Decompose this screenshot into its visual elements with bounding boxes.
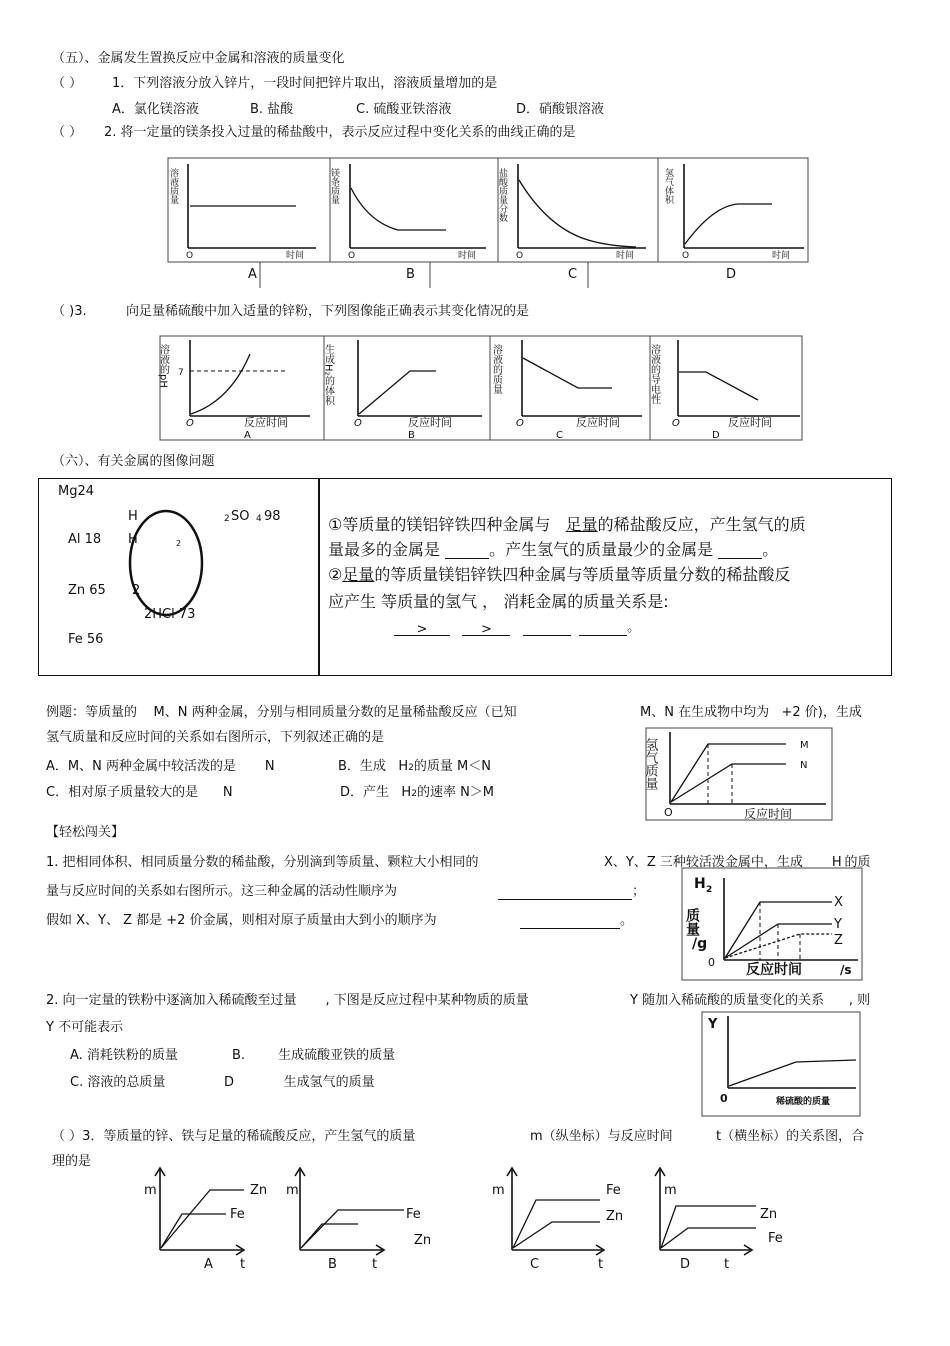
q2-stem: 2. 将一定量的镁条投入过量的稀盐酸中，表示反应过程中变化关系的曲线正确的是 — [104, 125, 576, 140]
easy-q1-line3: 假如 X、Y、 Z 都是 +2 价金属，则相对原子质量由大到小的顺序为 — [46, 913, 437, 928]
q3-paren: （ )3. — [52, 304, 87, 319]
easy-q2-option-d: D 生成氢气的质量 — [224, 1075, 375, 1090]
q2-graph-d — [663, 164, 804, 282]
blank-most-h2[interactable] — [445, 546, 489, 559]
easy-q3-graphs — [140, 1160, 800, 1276]
svg-text:O: O — [516, 251, 524, 261]
svg-text:Fe: Fe — [606, 1183, 621, 1198]
hcl-label: 2HCl 73 — [144, 607, 196, 622]
q6-line2: 量最多的金属是 。产生氢气的质量最少的金属是 。 — [328, 540, 779, 559]
svg-text:H: H — [694, 876, 706, 892]
al-label: Al 18 — [68, 532, 102, 547]
blank-order-3[interactable] — [523, 623, 571, 636]
easy-q3-line1-right: t（横坐标）的关系图，合 — [716, 1129, 865, 1144]
easy-q3-line2: 理的是 — [52, 1154, 92, 1169]
q3-graphs — [157, 336, 810, 442]
svg-text:时间: 时间 — [616, 251, 635, 261]
svg-text:时间: 时间 — [458, 251, 477, 261]
svg-text:D: D — [726, 267, 737, 282]
easy-q1-blank2-wrap: 。 — [520, 914, 633, 929]
q3-graph-d — [649, 340, 801, 441]
svg-text:A: A — [204, 1257, 213, 1272]
svg-text:B: B — [406, 267, 415, 282]
svg-text:t: t — [724, 1257, 730, 1272]
svg-text:/g: /g — [692, 936, 708, 952]
q1-option-a: A．氯化镁溶液 — [112, 102, 199, 117]
svg-text:O: O — [186, 418, 194, 429]
easy-q2-line1: 2. 向一定量的铁粉中逐滴加入稀硫酸至过量 , 下图是反应过程中某种物质的质量 — [46, 993, 529, 1008]
so4-num: 98 — [264, 509, 281, 524]
svg-text:反应时间: 反应时间 — [744, 807, 793, 821]
svg-text:Fe: Fe — [406, 1207, 421, 1222]
easy-q2-option-b: B. 生成硫酸亚铁的质量 — [232, 1048, 396, 1063]
q1-option-b: B. 盐酸 — [250, 102, 294, 117]
blank-order-4[interactable] — [579, 623, 627, 636]
mg-label: Mg24 — [58, 484, 95, 499]
svg-text:C: C — [530, 1257, 540, 1272]
svg-text:Zn: Zn — [250, 1183, 268, 1198]
svg-text:Fe: Fe — [230, 1207, 245, 1222]
q3-graph-c — [491, 340, 643, 441]
easy-q3-line1-mid: m（纵坐标）与反应时间 — [530, 1129, 673, 1144]
blank-order-2[interactable]: > — [462, 623, 510, 636]
example-graph-ylabel: 氢气质量 — [642, 738, 658, 790]
easy-q1-blank1-wrap: ； — [498, 885, 645, 900]
easy-q3-graph-d — [655, 1168, 783, 1272]
easy-q2-option-c: C. 溶液的总质量 — [70, 1075, 166, 1090]
svg-text:O: O — [516, 418, 524, 429]
svg-text:A: A — [244, 430, 251, 441]
h2-subscript: 2 — [176, 539, 182, 548]
svg-text:O: O — [186, 251, 194, 261]
svg-text:O: O — [354, 418, 362, 429]
example-option-a: A．M、N 两种金属中较活泼的是 N — [46, 759, 275, 774]
svg-text:m: m — [492, 1183, 505, 1198]
example-option-d: D．产生 H2的速率 N＞M — [340, 785, 495, 800]
q2-graph-b — [329, 164, 486, 282]
svg-text:Zn: Zn — [414, 1233, 432, 1248]
svg-text:反应时间: 反应时间 — [576, 416, 620, 429]
q3-graph-a — [158, 340, 311, 441]
easy-q2-graph — [702, 1012, 864, 1118]
q2-a-ylabel: 溶液质量 — [168, 168, 178, 204]
so4-subscript: 4 — [256, 514, 262, 524]
example-option-c: C．相对原子质量较大的是 N — [46, 785, 233, 800]
q2-a-letter: A — [248, 267, 257, 282]
q6-order-blanks: > > 。 — [394, 621, 640, 636]
so4-prefix: 2 — [224, 514, 230, 524]
svg-text:O: O — [682, 251, 690, 261]
svg-text:Zn: Zn — [606, 1209, 624, 1224]
section5-title: （五）、金属发生置换反应中金属和溶液的质量变化 — [52, 51, 345, 66]
svg-text:C: C — [556, 430, 563, 441]
easy-q2-line2: Y 不可能表示 — [46, 1020, 124, 1035]
easy-q3-graph-c — [492, 1168, 623, 1272]
q1-option-d: D．硝酸银溶液 — [516, 102, 605, 117]
svg-text:B: B — [328, 1257, 337, 1272]
fe-label: Fe 56 — [68, 632, 104, 647]
svg-text:D: D — [712, 430, 720, 441]
svg-text:0: 0 — [708, 956, 715, 969]
zn-label: Zn 65 — [68, 583, 106, 598]
svg-text:m: m — [664, 1183, 677, 1198]
q2-paren: （ ） — [52, 125, 83, 140]
q3-graph-b — [323, 340, 483, 441]
blank-order-1[interactable]: > — [394, 623, 450, 636]
q6-line4: 应产生 等质量的氢气 ， 消耗金属的质量关系是: — [328, 592, 669, 611]
svg-text:生成H₂的体积: 生成H₂的体积 — [322, 344, 334, 406]
example-graph — [642, 728, 836, 824]
svg-text:盐酸质量分数: 盐酸质量分数 — [497, 168, 507, 222]
svg-text:Fe: Fe — [768, 1231, 783, 1246]
svg-text:O: O — [348, 251, 356, 261]
svg-text:时间: 时间 — [286, 251, 305, 261]
svg-text:m: m — [286, 1183, 299, 1198]
svg-text:t: t — [598, 1257, 604, 1272]
n2-label: 2 — [132, 583, 141, 598]
svg-text:C: C — [568, 267, 578, 282]
example-line1-right: M、N 在生成物中均为 +2 价)，生成 — [640, 705, 862, 720]
example-graph-n: N — [800, 760, 808, 771]
q3-stem: 向足量稀硫酸中加入适量的锌粉，下列图像能正确表示其变化情况的是 — [126, 304, 530, 319]
svg-text:质量: 质量 — [684, 908, 700, 936]
svg-text:7: 7 — [178, 368, 184, 378]
example-line2: 氢气质量和反应时间的关系如右图所示，下列叙述正确的是 — [46, 730, 385, 745]
easy-q1-graph — [682, 868, 866, 984]
svg-text:O: O — [672, 418, 680, 429]
svg-text:B: B — [408, 430, 415, 441]
svg-text:反应时间: 反应时间 — [746, 962, 802, 978]
example-graph-m: M — [800, 740, 809, 751]
q2-graphs — [168, 158, 818, 288]
easy-q1-graph-x: X — [834, 895, 843, 910]
svg-text:t: t — [372, 1257, 378, 1272]
q2-graph-a — [168, 164, 316, 282]
so4-main: SO — [231, 509, 250, 524]
h-label-1: H — [128, 509, 138, 524]
svg-text:稀硫酸的质量: 稀硫酸的质量 — [776, 1097, 831, 1107]
table-divider — [318, 478, 320, 676]
svg-text:氢气体积: 氢气体积 — [663, 168, 673, 204]
example-line1: 例题：等质量的 M、N 两种金属，分别与相同质量分数的足量稀盐酸反应（已知 — [46, 705, 517, 720]
easy-q1-graph-z: Z — [834, 933, 843, 948]
easy-q1-line1a: 1. 把相同体积、相同质量分数的稀盐酸，分别滴到等质量、颗粒大小相同的 — [46, 855, 479, 870]
svg-text:Zn: Zn — [760, 1207, 778, 1222]
q6-line1: ①等质量的镁铝锌铁四种金属与 足量的稀盐酸反应，产生氢气的质 — [328, 515, 806, 534]
svg-text:O: O — [664, 806, 673, 819]
circle-icon — [128, 510, 208, 616]
svg-text:m: m — [144, 1183, 157, 1198]
blank-least-h2[interactable] — [718, 546, 762, 559]
svg-text:2: 2 — [706, 885, 713, 895]
h-label-2: H — [128, 532, 138, 547]
svg-text:镁条质量: 镁条质量 — [329, 168, 339, 204]
q6-line3: ②足量的等质量镁铝锌铁四种金属与等质量等质量分数的稀盐酸反 — [328, 565, 791, 584]
easy-q2-line1-right: Y 随加入稀硫酸的质量变化的关系 , 则 — [630, 993, 871, 1008]
svg-text:溶液的质量: 溶液的质量 — [490, 344, 502, 394]
svg-text:时间: 时间 — [772, 251, 791, 261]
svg-text:0: 0 — [720, 1092, 728, 1105]
blank-activity-order[interactable] — [498, 887, 632, 900]
easy-q1-graph-y: Y — [834, 917, 842, 932]
q2-graph-c — [497, 164, 646, 282]
easy-title: 【轻松闯关】 — [46, 825, 125, 840]
svg-text:反应时间: 反应时间 — [408, 416, 452, 429]
easy-q3-graph-a — [144, 1168, 267, 1272]
svg-text:溶液的pH: 溶液的pH — [157, 344, 169, 388]
easy-q2-option-a: A. 消耗铁粉的质量 — [70, 1048, 178, 1063]
example-option-b: B．生成 H2的质量 M＜N — [338, 759, 491, 774]
svg-text:反应时间: 反应时间 — [728, 416, 772, 429]
q1-stem: 1．下列溶液分放入锌片，一段时间把锌片取出，溶液质量增加的是 — [112, 76, 498, 91]
blank-atomic-mass-order[interactable] — [520, 916, 620, 929]
easy-q3-graph-b — [286, 1168, 431, 1272]
svg-text:D: D — [680, 1257, 691, 1272]
easy-q1-line2: 量与反应时间的关系如右图所示。这三种金属的活动性顺序为 — [46, 884, 398, 899]
q1-paren: （ ） — [52, 76, 83, 91]
svg-text:反应时间: 反应时间 — [244, 416, 288, 429]
q1-option-c: C. 硫酸亚铁溶液 — [356, 102, 452, 117]
easy-q3-line1: （ ）3．等质量的锌、铁与足量的稀硫酸反应，产生氢气的质量 — [52, 1129, 416, 1144]
svg-text:t: t — [240, 1257, 246, 1272]
easy-q1-line1b: X、Y、Z 三种较活泼金属中，生成 H 的质 — [604, 855, 871, 870]
svg-text:溶液的导电性: 溶液的导电性 — [648, 344, 660, 404]
svg-text:/s: /s — [840, 963, 852, 977]
section6-title: （六）、有关金属的图像问题 — [52, 454, 215, 469]
svg-text:Y: Y — [708, 1017, 718, 1032]
